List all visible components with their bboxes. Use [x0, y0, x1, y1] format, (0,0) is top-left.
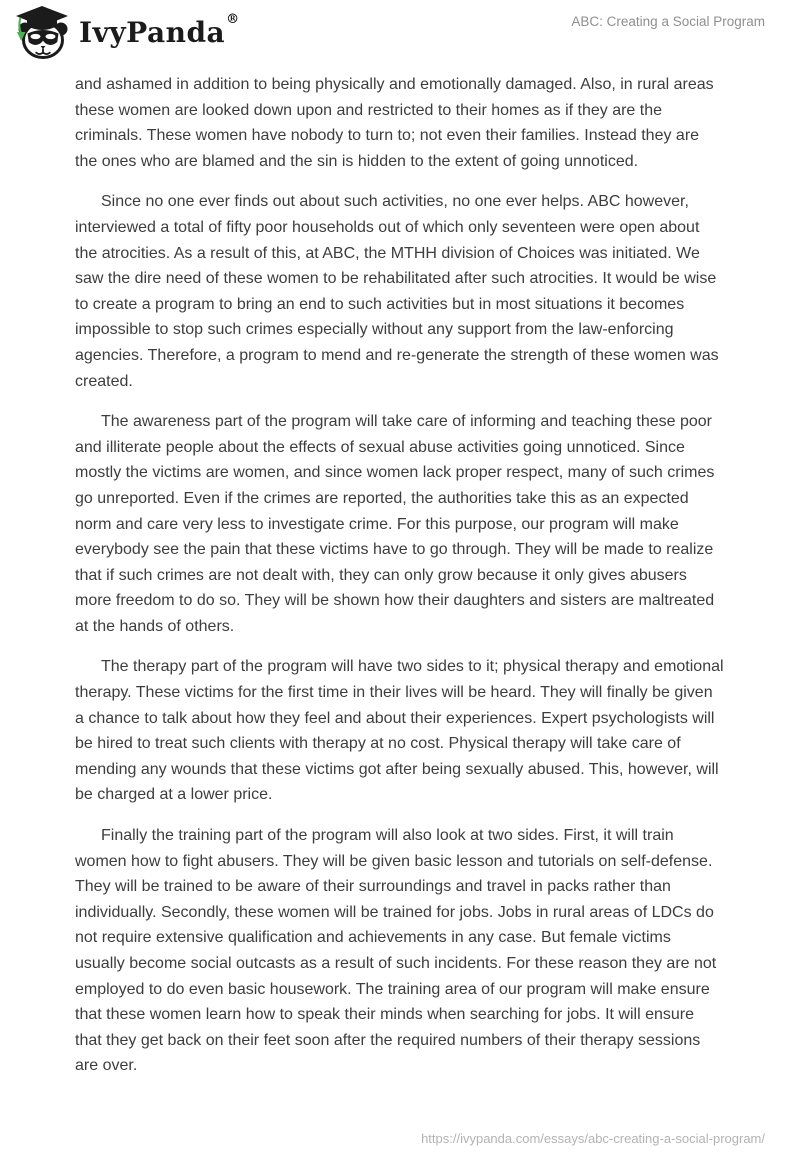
- essay-paragraph: Since no one ever finds out about such activities, no one ever helps. ABC however, interviewed a total of fifty poor households out of which only seventeen were open about the atrocities. As a result of this, at ABC, the MTHH division of Choices was initiated. We saw the dire need of these women to be rehabilitated after such atrocities. It would be wise to create a program to bring an end to such activities but in most situations it becomes impossible to stop such crimes especially without any support from the law-enforcing agencies. Therefore, a program to mend and re-generate the strength of these women was created.: [75, 193, 719, 390]
- source-url: https://ivypanda.com/essays/abc-creating-a-social-program/: [421, 1131, 765, 1146]
- panda-graduation-cap-icon: [14, 6, 70, 60]
- essay-paragraph: Finally the training part of the program will also look at two sides. First, it will train women how to fight abusers. They will be given basic lesson and tutorials on self-defense. They will be trained to be aware of their surroundings and travel in packs rather than individually. Secondly, these women will be trained for jobs. Jobs in rural areas of LDCs do not require extensive qualification and achievements in any case. But female victims usually become social outcasts as a result of such incidents. For these reason they are not employed to do even basic housework. The training area of our program will make ensure that these women learn how to speak their minds when searching for jobs. It will ensure that they get back on their feet soon after the required numbers of their therapy sessions are over.: [75, 827, 717, 1075]
- essay-body: [75, 72, 725, 1094]
- essay-paragraph: and ashamed in addition to being physically and emotionally damaged. Also, in rural areas these women are looked down upon and restricted to their homes as if they are the criminals. These women have nobody to turn to; not even their families. Instead they are the ones who are blamed and the sin is hidden to the extent of going unnoticed.: [75, 76, 714, 170]
- essay-paragraph: The therapy part of the program will have two sides to it; physical therapy and emotional therapy. These victims for the first time in their lives will be heard. They will finally be given a chance to talk about how they feel and about their experiences. Expert psychologists will be hired to treat such clients with therapy at no cost. Physical therapy will take care of mending any wounds that these victims got after being sexually abused. This, however, will be charged at a lower price.: [75, 658, 724, 804]
- ivypanda-logo: [14, 6, 239, 60]
- document-title: ABC: Creating a Social Program: [571, 14, 765, 29]
- page-header: [0, 0, 800, 62]
- essay-paragraph: The awareness part of the program will take care of informing and teaching these poor and illiterate people about the effects of sexual abuse activities going unnoticed. Since mostly the victims are women, and since women lack proper respect, many of such crimes go unreported. Even if the crimes are reported, the authorities take this as an expected norm and care very less to investigate crime. For this purpose, our program will make everybody see the pain that these victims have to go through. They will be made to realize that if such crimes are not dealt with, they can only grow because it only gives abusers more freedom to do so. They will be shown how their daughters and sisters are maltreated at the hands of others.: [75, 413, 715, 635]
- brand-name: IvyPanda®: [79, 11, 240, 49]
- registered-trademark-symbol: ®: [226, 11, 240, 27]
